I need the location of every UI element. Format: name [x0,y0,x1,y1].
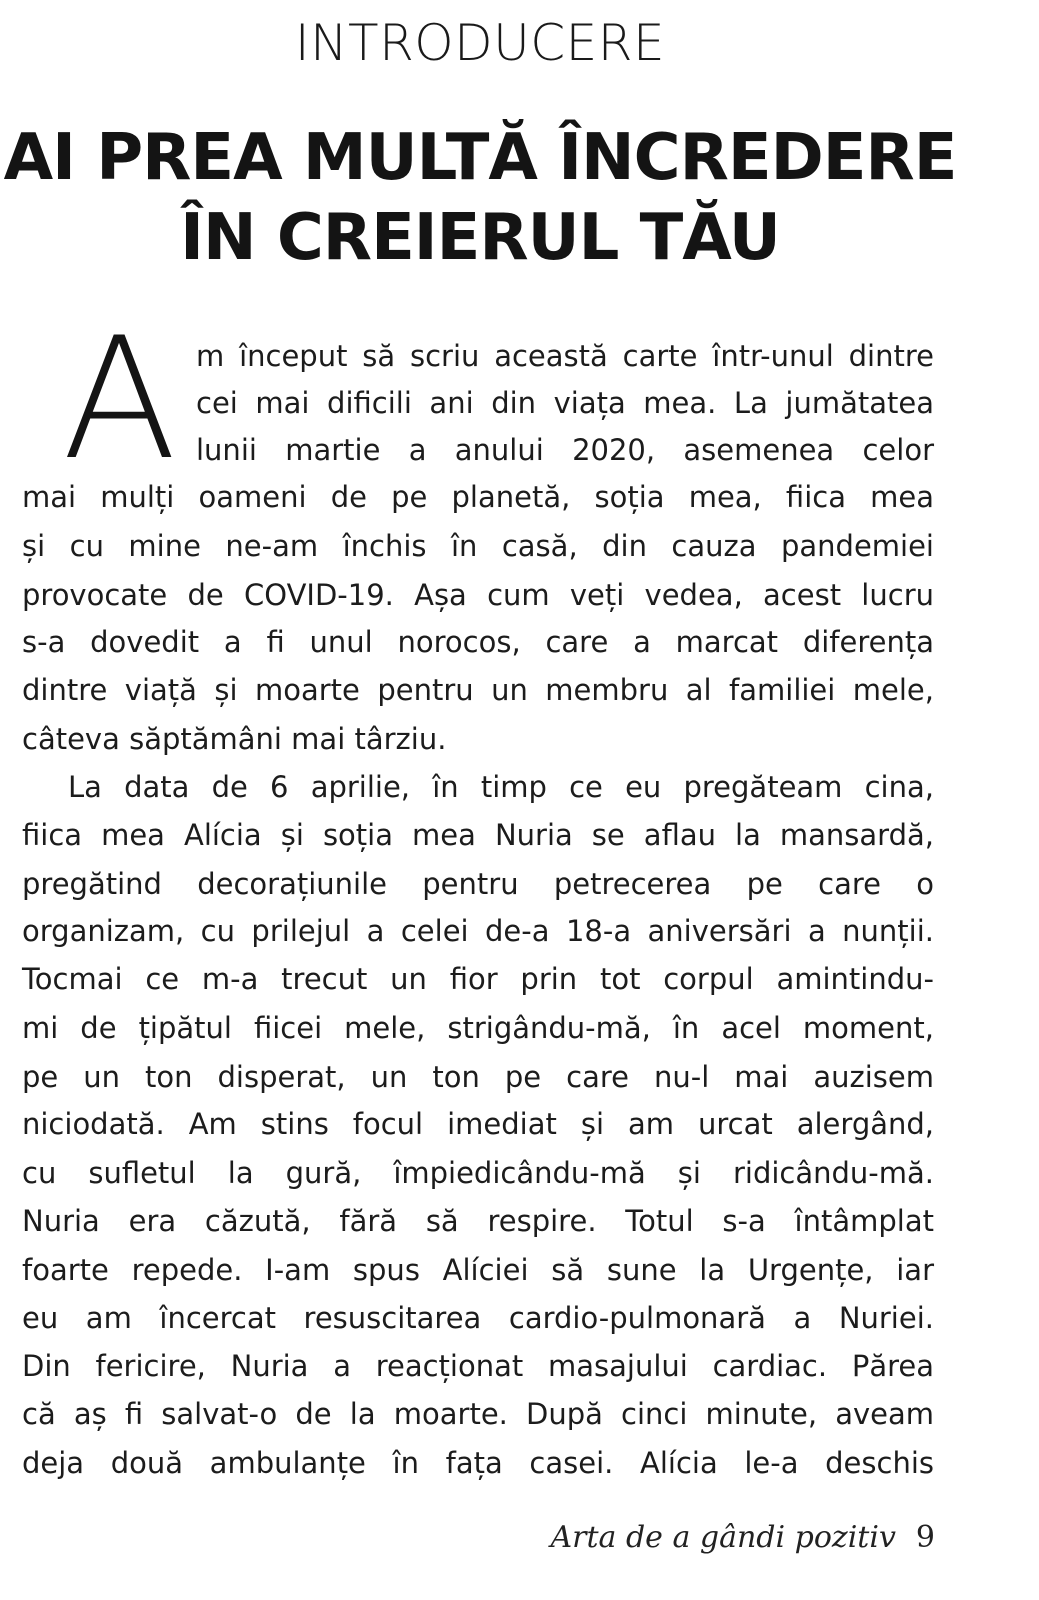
text-line: Tocmai ce m-a trecut un fior prin tot corpul amintindu- [22,962,934,996]
text-line: pe un ton disperat, un ton pe care nu-l mai auzisem [22,1060,934,1094]
text-line: fiica mea Alícia și soția mea Nuria se aflau la mansardă, [22,818,934,852]
text-line: cu sufletul la gură, împiedicându-mă și ridicându-mă. [22,1156,934,1190]
text-line: Nuria era căzută, fără să respire. Totul s-a întâmplat [22,1204,934,1238]
chapter-title [0,118,960,278]
text-line: și cu mine ne-am închis în casă, din cauza pandemiei [22,529,934,563]
chapter-title-line-2: ÎN CREIERUL TĂU [180,201,780,275]
text-line: mi de țipătul fiicei mele, strigându-mă, în acel moment, [22,1011,934,1045]
text-line: s-a dovedit a fi unul norocos, care a marcat diferența [22,625,934,659]
text-line: provocate de COVID-19. Așa cum veți vedea, acest lucru [22,578,934,612]
page-footer [550,1520,935,1555]
text-line: niciodată. Am stins focul imediat și am urcat alergând, [22,1107,934,1141]
chapter-title-line-1: AI PREA MULTĂ ÎNCREDERE [3,121,957,195]
chapter-label: INTRODUCERE [294,14,666,72]
text-line: organizam, cu prilejul a celei de-a 18-a aniversări a nunții. [22,914,934,948]
page-number: 9 [915,1520,935,1555]
text-line: foarte repede. I-am spus Alíciei să sune la Urgențe, iar [22,1253,934,1287]
text-line: câteva săptămâni mai târziu. [22,722,447,756]
text-line: cei mai dificili ani din viața mea. La jumătatea [196,386,934,420]
text-line: lunii martie a anului 2020, asemenea celor [196,433,934,467]
text-line: Din fericire, Nuria a reacționat masajului cardiac. Părea [22,1349,934,1383]
text-line: La data de 6 aprilie, în timp ce eu pregăteam cina, [68,770,934,804]
text-line: eu am încercat resuscitarea cardio-pulmonară a Nuriei. [22,1301,934,1335]
text-line: dintre viață și moarte pentru un membru al familiei mele, [22,673,934,707]
running-title: Arta de a gândi pozitiv [550,1520,896,1555]
text-line: mai mulți oameni de pe planetă, soția mea, fiica mea [22,480,934,514]
text-line: m început să scriu această carte într-unul dintre [196,339,934,373]
text-line: că aș fi salvat-o de la moarte. După cinci minute, aveam [22,1397,934,1431]
drop-cap: A [62,301,177,497]
text-line: pregătind decorațiunile pentru petrecerea pe care o [22,867,934,901]
text-line: deja două ambulanțe în fața casei. Alícia le-a deschis [22,1446,934,1480]
